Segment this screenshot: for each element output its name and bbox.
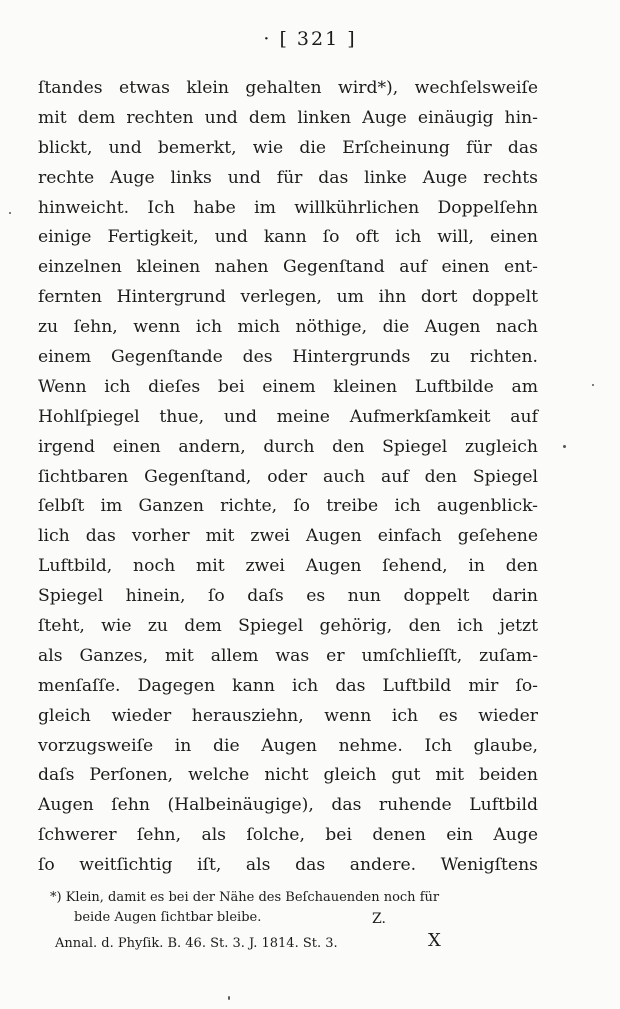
- text-line: fernten Hintergrund verlegen, um ihn dort doppelt: [38, 287, 538, 308]
- text-line: ſtandes etwas klein gehalten wird*), wechſelsweiſe: [38, 78, 538, 98]
- footnote-line: beide Augen ſichtbar bleibe.: [74, 910, 262, 925]
- text-line: Wenn ich dieſes bei einem kleinen Luftbilde am: [38, 376, 538, 397]
- text-line: ſteht, wie zu dem Spiegel gehörig, den ich jetzt: [38, 616, 538, 637]
- text-line: lich das vorher mit zwei Augen einfach geſehene: [38, 526, 538, 547]
- text-line: mit dem rechten und dem linken Auge einäugig hin-: [38, 107, 538, 128]
- text-line: Luftbild, noch mit zwei Augen ſehend, in den: [38, 556, 538, 577]
- body-text: [38, 74, 538, 881]
- text-line: Augen ſehn (Halbeinäugige), das ruhende Luftbild: [38, 795, 538, 816]
- text-line: ſchwerer ſehn, als ſolche, bei denen ein Auge: [38, 825, 538, 846]
- paper-speck: [592, 384, 594, 386]
- footnote: [50, 888, 540, 928]
- text-line: zu ſehn, wenn ich mich nöthige, die Augen nach: [38, 317, 538, 338]
- text-line: ſichtbaren Gegenſtand, oder auch auf den Spiegel: [38, 466, 538, 487]
- text-line: gleich wieder herausziehn, wenn ich es wieder: [38, 705, 538, 726]
- footnote-line: *) Klein, damit es bei der Nähe des Beſchauenden noch für: [50, 890, 440, 905]
- text-line: Spiegel hinein, ſo daſs es nun doppelt darin: [38, 586, 538, 607]
- text-line: ſelbſt im Ganzen richte, ſo treibe ich augenblick-: [38, 496, 538, 517]
- signature-mark: X: [428, 930, 441, 951]
- paper-speck: [9, 212, 11, 214]
- text-line: menſaſſe. Dagegen kann ich das Luftbild mir ſo-: [38, 675, 538, 696]
- signature-marker: Z.: [372, 911, 386, 927]
- text-line: irgend einen andern, durch den Spiegel zugleich: [38, 436, 538, 457]
- signature-line: Annal. d. Phyſik. B. 46. St. 3. J. 1814. St. 3.: [55, 936, 338, 951]
- text-line: einem Gegenſtande des Hintergrunds zu richten.: [38, 347, 538, 368]
- text-line: daſs Perſonen, welche nicht gleich gut mit beiden: [38, 765, 538, 786]
- paper-speck: [563, 445, 566, 448]
- page-number: · [ 321 ]: [263, 28, 357, 50]
- text-line: hinweicht. Ich habe im willkührlichen Doppelſehn: [38, 197, 538, 218]
- text-line: ſo weitſichtig iſt, als das andere. Wenigſtens: [38, 855, 538, 876]
- text-line: blickt, und bemerkt, wie die Erſcheinung für das: [38, 137, 538, 158]
- text-line: einzelnen kleinen nahen Gegenſtand auf einen ent-: [38, 257, 538, 278]
- text-line: Hohlſpiegel thue, und meine Aufmerkſamkeit auf: [38, 406, 538, 427]
- text-line: rechte Auge links und für das linke Auge rechts: [38, 167, 538, 188]
- text-line: einige Fertigkeit, und kann ſo oft ich will, einen: [38, 227, 538, 248]
- text-line: vorzugsweiſe in die Augen nehme. Ich glaube,: [38, 735, 538, 756]
- text-line: als Ganzes, mit allem was er umſchlieſſt, zuſam-: [38, 645, 538, 666]
- paper-speck: [228, 996, 230, 1000]
